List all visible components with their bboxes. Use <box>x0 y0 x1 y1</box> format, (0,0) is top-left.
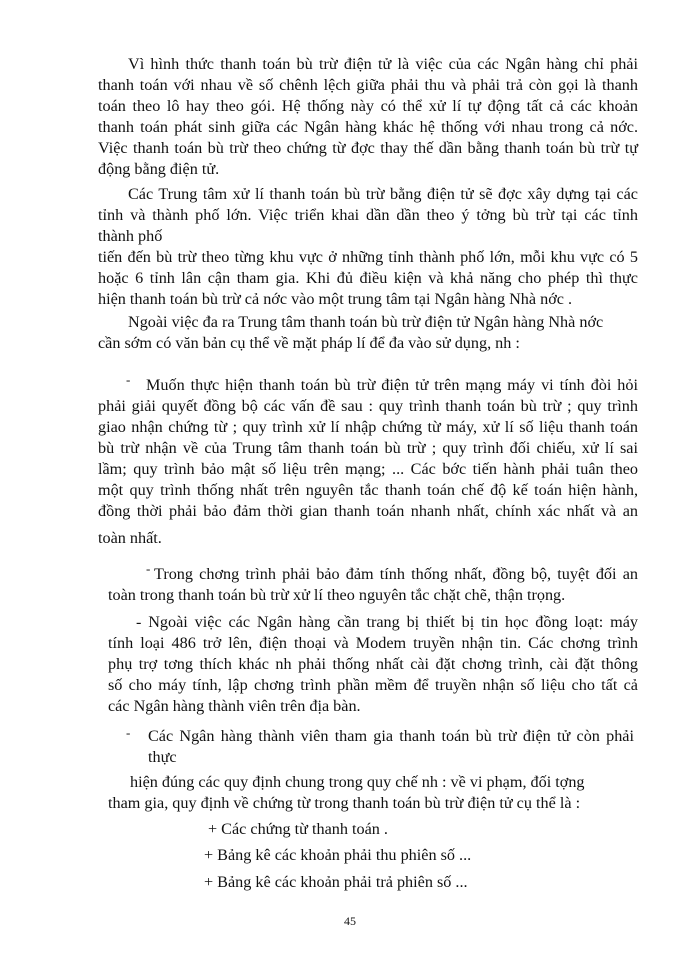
text-line: phụ trợ tơng thích khác nh phải thống nhất cài đặt chơng trình, cài đặt thông <box>108 655 638 673</box>
text-line: Các Ngân hàng thành viên tham gia thanh toán bù trừ điện tử còn phải <box>148 727 634 745</box>
text-line: hiện thanh toán bù trừ cả nớc vào một trung tâm tại Ngân hàng Nhà nớc . <box>98 290 573 308</box>
text-line: giao nhận chứng từ ; quy trình xử lí nhập chứng từ máy, xử lí số liệu thanh toán <box>98 418 638 436</box>
list-item: + Bảng kê các khoản phải trả phiên số ... <box>204 873 468 891</box>
bullet-dash: - <box>146 561 151 576</box>
text-line: các Ngân hàng thành viên trên địa bàn. <box>108 697 361 715</box>
text-line: tỉnh và thành phố lớn. Việc triển khai dần dần theo ý tởng bù trừ tại các tỉnh <box>98 206 638 224</box>
text-line: thực <box>148 748 177 766</box>
list-item: + Bảng kê các khoản phải thu phiên số ... <box>204 846 472 864</box>
text-line: động bằng điện tử. <box>98 160 220 178</box>
text-line: Việc thanh toán bù trừ theo chứng từ đợc thay thế dần bằng thanh toán bù trừ tự <box>98 139 638 157</box>
paragraph-8 <box>108 772 638 814</box>
paragraph-6 <box>108 612 638 717</box>
text-line: toàn trong thanh toán bù trừ xử lí theo nguyên tắc chặt chẽ, thận trọng. <box>108 586 566 604</box>
paragraph-4 <box>98 375 638 549</box>
text-line: cần sớm có văn bản cụ thể về mặt pháp lí để đa vào sử dụng, nh : <box>98 334 520 352</box>
text-line: toán theo lô hay theo gói. Hệ thống này có thể xử lí tự động tất cả các khoản <box>98 97 638 115</box>
text-line: đồng thời phải bảo đảm thời gian thanh toán nhanh nhất, chính xác nhất và an <box>98 502 638 520</box>
text-line: tham gia, quy định về chứng từ trong thanh toán bù trừ điện tử cụ thể là : <box>108 794 581 812</box>
text-line: tính loại 486 trở lên, điện thoại và Modem truyền nhận tin. Các chơng trình <box>108 634 638 652</box>
text-line: toàn nhất. <box>98 529 162 547</box>
text-line: thanh toán phát sinh giữa các Ngân hàng khác hệ thống với nhau trong cả nớc. <box>98 118 638 136</box>
text-line: một quy trình thống nhất trên nguyên tắc thanh toán chế độ kế toán hiện hành, <box>98 481 638 499</box>
text-line: Ngoài việc đa ra Trung tâm thanh toán bù trừ điện tử Ngân hàng Nhà nớc <box>128 313 604 331</box>
text-line: - Ngoài việc các Ngân hàng cần trang bị thiết bị tin học đồng loạt: máy <box>136 613 638 631</box>
text-line: Các Trung tâm xử lí thanh toán bù trừ bằng điện tử sẽ đợc xây dựng tại các <box>128 185 638 203</box>
text-line: tiến đến bù trừ theo từng khu vực ở những tỉnh thành phố lớn, mỗi khu vực có 5 <box>98 248 638 266</box>
paragraph-3 <box>98 312 604 354</box>
paragraph-1 <box>98 54 638 180</box>
text-line: phải giải quyết đồng bộ các vấn đề sau : quy trình thanh toán bù trừ ; quy trình <box>98 397 638 415</box>
page-number: 45 <box>344 914 356 928</box>
paragraph-2 <box>98 184 638 310</box>
text-line: số cho máy tính, lập chơng trình phần mềm để truyền nhận số liệu cho tất cả <box>108 676 638 694</box>
paragraph-5 <box>108 564 638 606</box>
text-line: lầm; quy trình bảo mật số liệu trên mạng; ... Các bớc tiến hành phải tuân theo <box>98 460 638 478</box>
bullet-dash: - <box>126 725 131 740</box>
text-line: Vì hình thức thanh toán bù trừ điện tử là việc của các Ngân hàng chỉ phải <box>128 55 638 73</box>
text-line: thành phố <box>98 227 163 245</box>
text-line: thanh toán với nhau về số chênh lệch giữa phải thu và phải trả còn gọi là thanh <box>98 76 638 94</box>
text-line: bù trừ nhận về của Trung tâm thanh toán bù trừ ; quy trình đối chiếu, xử lí sai <box>98 439 638 457</box>
text-line: hiện đúng các quy định chung trong quy chế nh : về vi phạm, đối tợng <box>130 773 585 791</box>
bullet-dash: - <box>126 372 131 387</box>
list-item: + Các chứng từ thanh toán . <box>208 820 388 838</box>
paragraph-7 <box>148 726 634 768</box>
text-line: hoặc 6 tỉnh lân cận tham gia. Khi đủ điều kiện và khả năng cho phép thì thực <box>98 269 638 287</box>
text-line: Trong chơng trình phải bảo đảm tính thống nhất, đồng bộ, tuyệt đối an <box>154 565 638 583</box>
text-line: Muốn thực hiện thanh toán bù trừ điện tử trên mạng máy vi tính đòi hỏi <box>146 376 638 394</box>
